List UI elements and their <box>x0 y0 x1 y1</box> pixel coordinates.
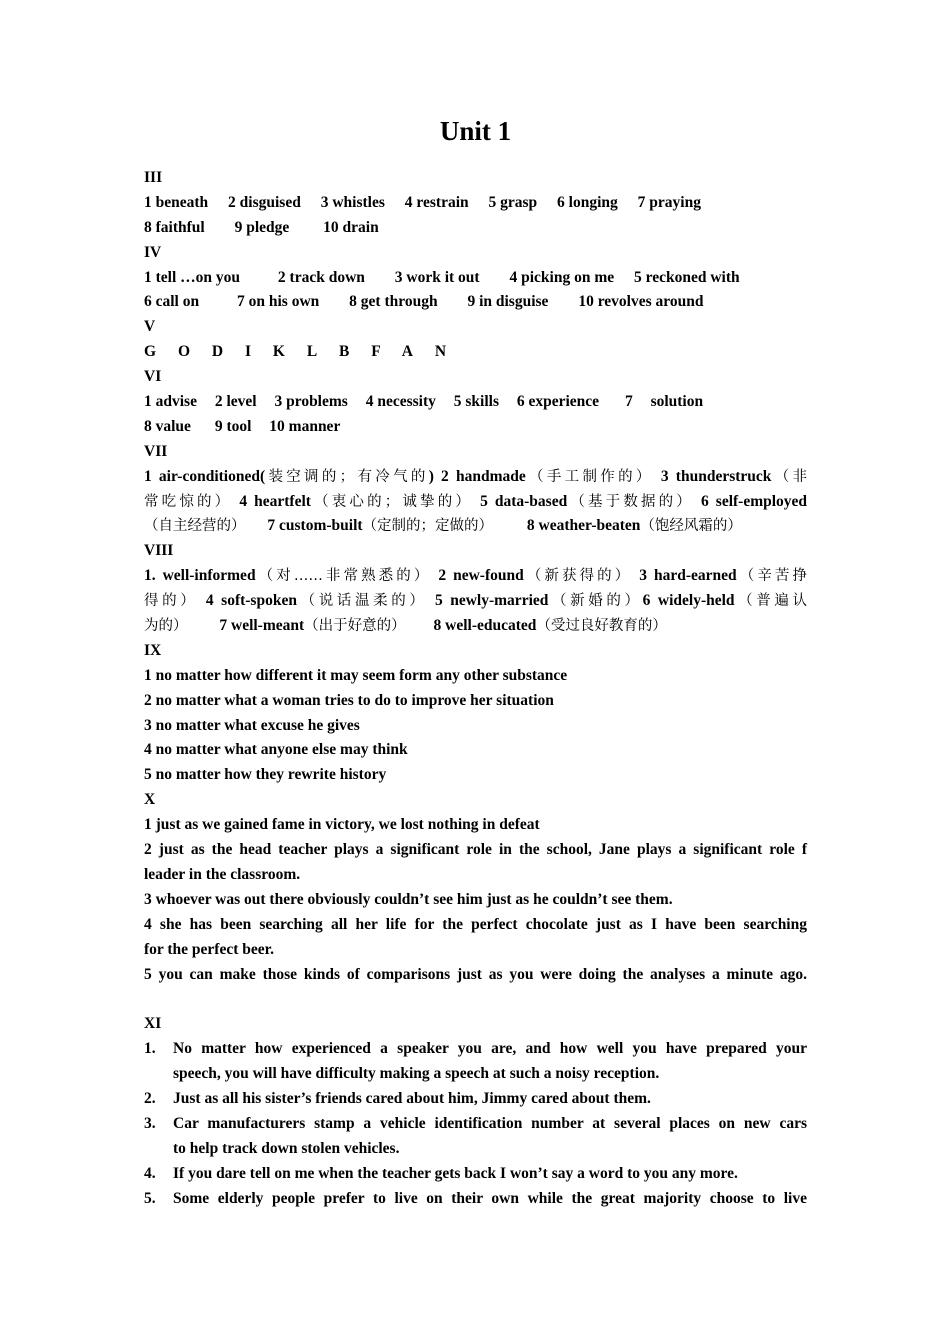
ix-line: 1 no matter how different it may seem form any other substance <box>144 666 568 684</box>
iv-item: 1 tell …on you <box>144 268 241 286</box>
vii-word: 6 self-employed <box>701 492 808 510</box>
vi-item: 10 manner <box>269 417 341 435</box>
viii-line-1 <box>144 564 807 589</box>
x-line: 1 just as we gained fame in victory, we lost nothing in defeat <box>144 816 540 834</box>
vii-gloss: （衷心的；诚挚的） <box>310 493 474 510</box>
viii-gloss: 为的） <box>144 618 188 635</box>
xi-item-text: to help track down stolen vehicles. <box>173 1139 400 1157</box>
iii-item: 10 drain <box>323 218 379 236</box>
vii-word: 5 data-based <box>480 492 568 510</box>
vii-item-7 <box>267 517 493 534</box>
vi-item: 2 level <box>214 393 257 411</box>
viii-gloss: （说话温柔的） <box>296 593 428 610</box>
viii-gloss: （受过良好教育的） <box>536 618 667 635</box>
viii-gloss: （新婚的） <box>548 593 643 610</box>
viii-gloss: （普遍认 <box>734 593 808 610</box>
iv-item: 6 call on <box>144 293 200 311</box>
vii-gloss: （手工制作的） <box>525 468 654 485</box>
answer-key-body <box>144 166 807 1212</box>
vii-close-paren: ) <box>428 467 434 485</box>
viii-gloss: （出于好意的） <box>304 618 406 635</box>
ix-line: 5 no matter how they rewrite history <box>144 766 387 784</box>
v-letter: D <box>211 343 224 361</box>
viii-gloss: 得的） <box>144 593 199 610</box>
vi-item: 4 necessity <box>365 393 436 411</box>
vi-row-1 <box>144 390 807 415</box>
section-heading-iv: IV <box>144 243 162 261</box>
vii-item-3 <box>661 468 807 485</box>
xi-item-text: No matter how experienced a speaker you are, and how well you have prepared your <box>173 1040 807 1058</box>
viii-item-1 <box>144 567 431 584</box>
section-heading-ix: IX <box>144 641 162 659</box>
iii-item: 9 pledge <box>234 218 290 236</box>
vii-word: 2 handmade <box>441 467 526 485</box>
vii-gloss: 装空调的；有冷气的 <box>265 468 429 485</box>
xi-item-text: If you dare tell on me when the teacher gets back I won’t say a word to you any more. <box>173 1164 738 1182</box>
xi-item-5 <box>144 1187 807 1212</box>
vii-word: 3 thunderstruck <box>660 467 772 485</box>
v-letters-row <box>144 340 807 365</box>
vi-item: 5 skills <box>453 393 499 411</box>
iv-item: 3 work it out <box>394 268 480 286</box>
iv-item: 8 get through <box>349 293 438 311</box>
viii-word: 6 widely-held <box>642 592 735 610</box>
vii-gloss: （自主经营的） <box>144 518 246 535</box>
v-letter: B <box>339 343 350 361</box>
v-letter: I <box>244 343 251 361</box>
viii-item-3 <box>639 567 807 584</box>
iv-row-1 <box>144 266 807 291</box>
xi-item-text: speech, you will have difficulty making a speech at such a noisy reception. <box>173 1065 660 1083</box>
iii-row-1 <box>144 191 807 216</box>
x-line: leader in the classroom. <box>144 865 301 883</box>
iii-row-2 <box>144 216 807 241</box>
viii-word: 3 hard-earned <box>639 567 737 585</box>
vii-gloss: （基于数据的） <box>567 493 694 510</box>
section-heading-v: V <box>144 318 156 336</box>
x-line: 5 you can make those kinds of comparisons just as you were doing the analyses a minute ago. <box>144 965 807 983</box>
vii-word: 7 custom-built <box>267 517 363 535</box>
iv-item: 7 on his own <box>237 293 320 311</box>
vi-item: 3 problems <box>274 393 348 411</box>
xi-item-number: 2. <box>144 1089 156 1107</box>
vii-item-2 <box>441 468 654 485</box>
iii-item: 4 restrain <box>404 193 469 211</box>
section-heading-iii: III <box>144 169 163 186</box>
viii-item-5-6 <box>435 592 807 609</box>
vi-item: 9 tool <box>214 417 252 435</box>
iii-item: 8 faithful <box>144 218 205 236</box>
v-letter: O <box>177 343 190 361</box>
viii-item-7 <box>219 617 405 634</box>
vii-line-1 <box>144 465 807 490</box>
vi-row-2 <box>144 415 807 440</box>
blank-line <box>144 987 807 1012</box>
vii-gloss: （饱经风霜的） <box>640 518 742 535</box>
vi-item: solution <box>650 393 704 411</box>
vi-item: 8 value <box>144 417 191 435</box>
ix-line: 4 no matter what anyone else may think <box>144 741 408 759</box>
xi-item-number: 4. <box>144 1164 156 1182</box>
iii-item: 6 longing <box>557 193 618 211</box>
vii-gloss: （定制的；定做的） <box>362 518 494 535</box>
xi-item-text: Car manufacturers stamp a vehicle identification number at several places on new cars <box>173 1114 807 1132</box>
viii-word: 5 newly-married <box>434 592 549 610</box>
xi-item-text: Some elderly people prefer to live on their own while the great majority choose to live <box>173 1189 807 1207</box>
vii-gloss: （非 <box>771 468 808 485</box>
v-letter: N <box>434 343 447 361</box>
iii-item: 7 praying <box>637 193 701 211</box>
section-heading-viii: VIII <box>144 542 174 560</box>
section-heading-vi: VI <box>144 368 162 386</box>
xi-item-text: Just as all his sister’s friends cared about him, Jimmy cared about them. <box>173 1089 651 1107</box>
v-letter: G <box>144 343 157 361</box>
xi-item-2 <box>144 1087 807 1112</box>
iv-item: 4 picking on me <box>509 268 615 286</box>
ix-line: 3 no matter what excuse he gives <box>144 716 360 734</box>
ix-line: 2 no matter what a woman tries to do to improve her situation <box>144 691 554 709</box>
vii-item-8 <box>527 517 742 534</box>
iv-item: 2 track down <box>277 268 365 286</box>
vii-word: 8 weather-beaten <box>526 517 641 535</box>
viii-word: 7 well-meant <box>219 617 305 635</box>
vi-item: 6 experience <box>516 393 600 411</box>
vii-item-4 <box>239 493 473 510</box>
section-heading-vii: VII <box>144 442 168 460</box>
vii-word: 1 air-conditioned( <box>144 467 266 485</box>
iv-row-2 <box>144 290 807 315</box>
viii-word: 4 soft-spoken <box>205 592 297 610</box>
viii-word: 1. well-informed <box>144 567 256 585</box>
iii-item: 1 beneath <box>144 193 209 211</box>
x-line: 4 she has been searching all her life for the perfect chocolate just as I have been searching <box>144 915 807 933</box>
iv-item: 5 reckoned with <box>633 268 740 286</box>
vii-line-3 <box>144 514 807 539</box>
iii-item: 5 grasp <box>488 193 538 211</box>
xi-item-4 <box>144 1162 807 1187</box>
xi-item-1 <box>144 1037 807 1087</box>
vii-line-2 <box>144 490 807 515</box>
iv-item: 9 in disguise <box>467 293 549 311</box>
viii-word: 2 new-found <box>438 567 524 585</box>
viii-line-2 <box>144 589 807 614</box>
vii-item-1 <box>144 468 434 485</box>
iii-item: 2 disguised <box>228 193 301 211</box>
v-letter: F <box>371 343 381 361</box>
xi-item-number: 5. <box>144 1189 156 1207</box>
viii-word: 8 well-educated <box>433 617 537 635</box>
iii-item: 3 whistles <box>320 193 385 211</box>
vii-word: 4 heartfelt <box>239 492 311 510</box>
vi-item: 7 <box>624 393 633 411</box>
v-letter: L <box>306 343 318 361</box>
iv-item: 10 revolves around <box>578 293 704 311</box>
vi-item: 1 advise <box>144 393 197 411</box>
viii-item-2 <box>438 567 632 584</box>
section-heading-xi: XI <box>144 1015 162 1033</box>
v-letter: A <box>401 343 413 361</box>
viii-gloss: （新获得的） <box>523 568 633 585</box>
viii-item-8 <box>434 617 667 634</box>
viii-gloss: （对……非常熟悉的） <box>255 568 432 585</box>
vii-gloss: 常吃惊的） <box>144 493 233 510</box>
viii-item-4 <box>206 592 428 609</box>
viii-gloss: （辛苦挣 <box>736 568 808 585</box>
xi-item-number: 1. <box>144 1040 156 1058</box>
x-line: 2 just as the head teacher plays a significant role in the school, Jane plays a significant role f <box>144 841 807 859</box>
xi-item-3 <box>144 1112 807 1162</box>
vii-item-5 <box>480 493 694 510</box>
v-letter: K <box>272 343 285 361</box>
page-title: Unit 1 <box>439 116 512 146</box>
x-line: 3 whoever was out there obviously couldn’t see him just as he couldn’t see them. <box>144 890 673 908</box>
x-line: for the perfect beer. <box>144 940 274 958</box>
viii-line-3 <box>144 614 807 639</box>
section-heading-x: X <box>144 791 156 809</box>
xi-item-number: 3. <box>144 1114 156 1132</box>
